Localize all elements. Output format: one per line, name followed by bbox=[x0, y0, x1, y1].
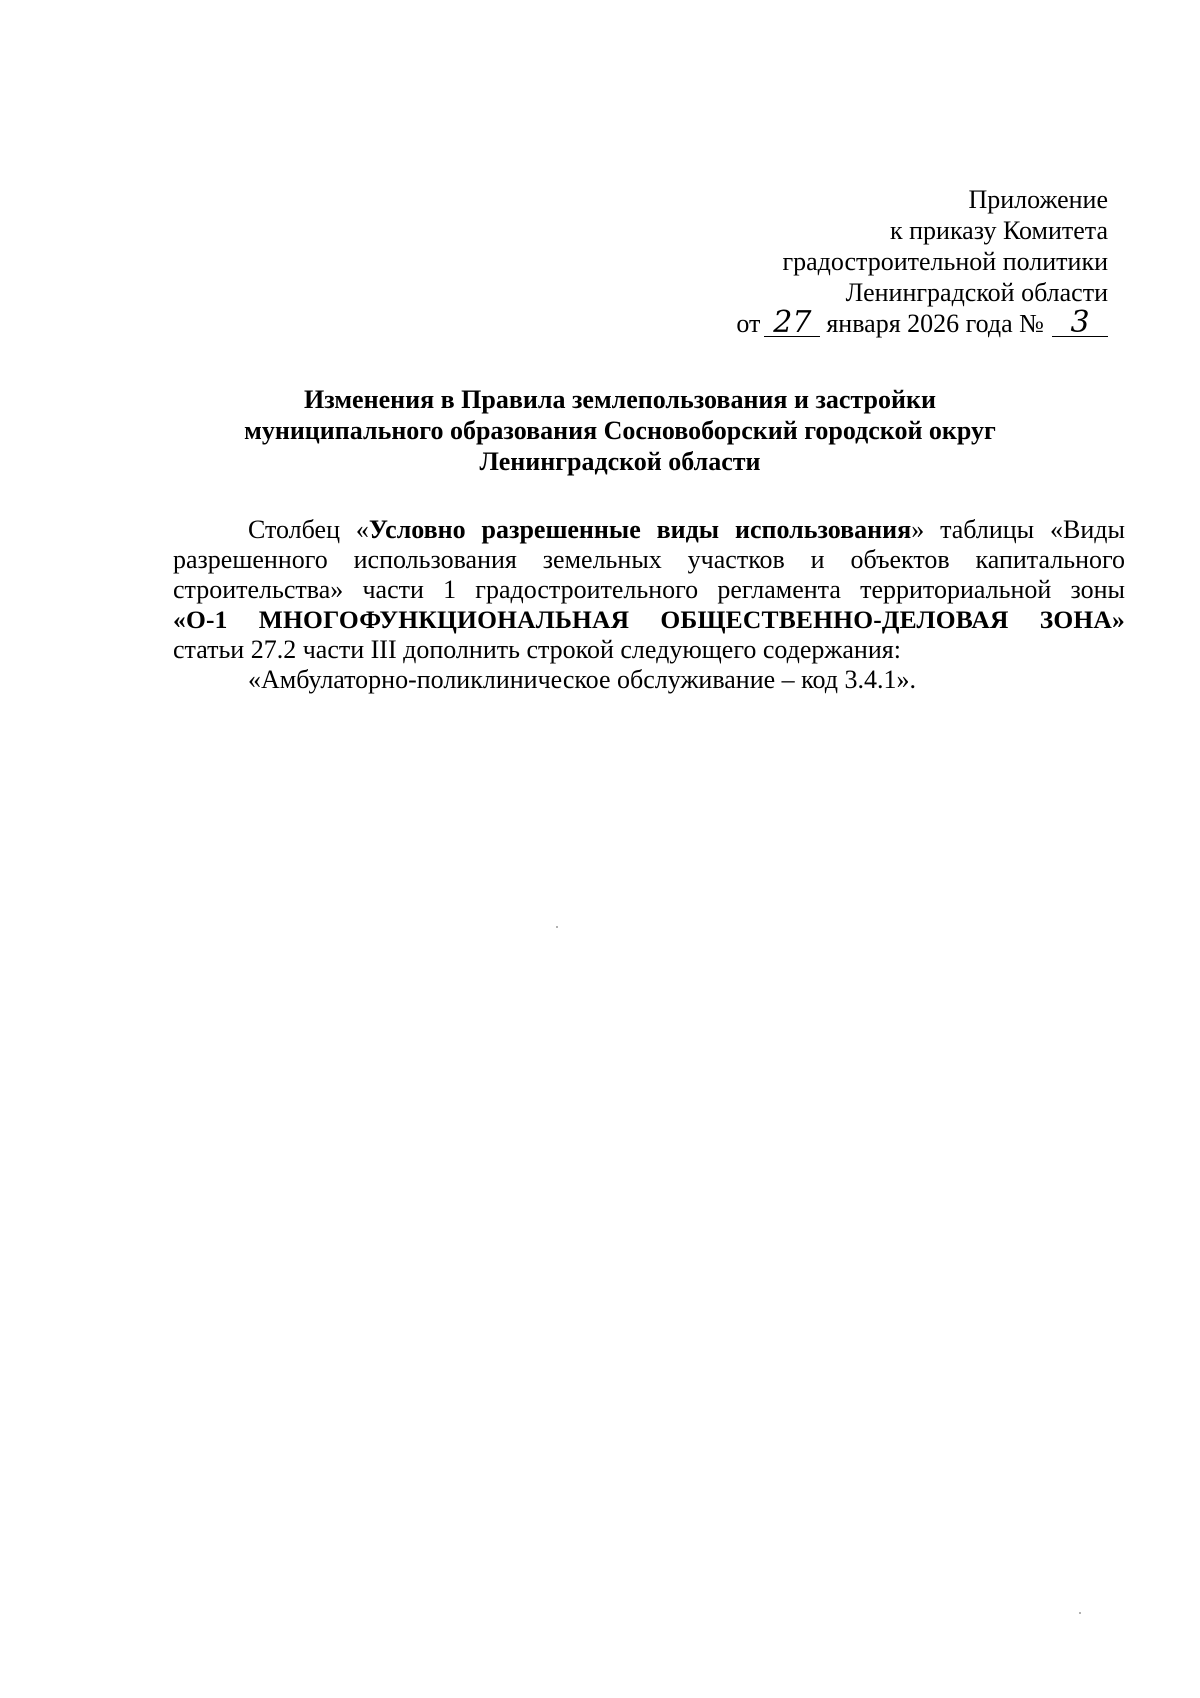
appendix-date-line bbox=[508, 305, 1108, 340]
paragraph-line-1 bbox=[173, 515, 1125, 545]
paragraph-line-5: статьи 27.2 части III дополнить строкой следующего содержания: bbox=[173, 635, 901, 664]
quoted-addition: «Амбулаторно-поликлиническое обслуживание – код 3.4.1». bbox=[248, 665, 916, 694]
title-line-2: муниципального образования Сосновоборский городской округ bbox=[244, 416, 996, 445]
appendix-order-ref: к приказу Комитета bbox=[889, 216, 1108, 245]
title-line-3: Ленинградской области bbox=[479, 447, 761, 476]
document-title bbox=[160, 384, 1080, 477]
column-name: Условно разрешенные виды использования bbox=[368, 515, 912, 544]
p1-end: » таблицы «Виды bbox=[911, 515, 1125, 544]
zone-name: «О-1 МНОГОФУНКЦИОНАЛЬНАЯ ОБЩЕСТВЕННО-ДЕЛОВАЯ ЗОНА» bbox=[173, 605, 1125, 634]
scan-speck bbox=[1079, 1612, 1081, 1614]
handwritten-order-number: 3 bbox=[1052, 310, 1108, 337]
appendix-header bbox=[508, 184, 1108, 339]
appendix-committee: градостроительной политики bbox=[782, 247, 1108, 276]
document-body bbox=[173, 515, 1125, 695]
paragraph-line-3: строительства» части 1 градостроительного регламента территориальной зоны bbox=[173, 575, 1125, 604]
appendix-region: Ленинградской области bbox=[845, 278, 1108, 307]
date-rest: января 2026 года № bbox=[826, 309, 1044, 338]
paragraph-line-2: разрешенного использования земельных участков и объектов капитального bbox=[173, 545, 1125, 574]
title-line-1: Изменения в Правила землепользования и застройки bbox=[304, 385, 936, 414]
scan-speck bbox=[556, 926, 558, 928]
p1-start: Столбец « bbox=[248, 515, 369, 544]
appendix-title: Приложение bbox=[968, 185, 1108, 214]
handwritten-day: 27 bbox=[764, 310, 820, 337]
date-prefix: от bbox=[736, 309, 761, 338]
